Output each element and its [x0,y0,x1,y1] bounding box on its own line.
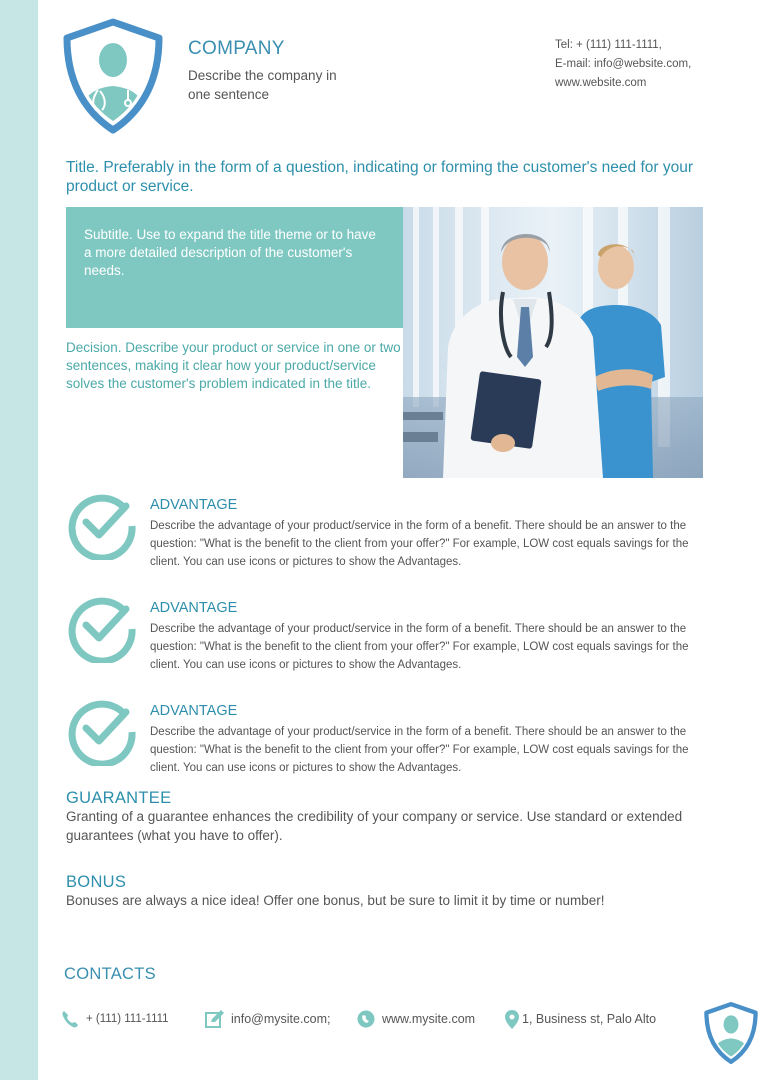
advantage-text: Describe the advantage of your product/service in the form of a benefit. There should be an answer to the question: "What is the benefit to the client from your offer?" For example, LOW cost equals savings for the client. You can use icons or pictures to show the Advantages. [150,726,689,774]
advantage-item-3 [66,694,716,780]
edit-icon [205,1009,225,1029]
header-tel: Tel: + (111) 111-1111, [555,39,662,51]
advantage-text: Describe the advantage of your product/service in the form of a benefit. There should be an answer to the question: "What is the benefit to the client from your offer?" For example, LOW cost equals savings for the client. You can use icons or pictures to show the Advantages. [150,520,689,568]
bonus-title: BONUS [66,873,127,891]
phone-icon [60,1009,80,1029]
globe-icon [356,1009,376,1029]
company-name: COMPANY [188,38,285,59]
advantage-title: ADVANTAGE [150,497,238,513]
header-website: www.website.com [555,77,647,89]
advantage-text: Describe the advantage of your product/service in the form of a benefit. There should be an answer to the question: "What is the benefit to the client from your offer?" For example, LOW cost equals savings for the client. You can use icons or pictures to show the Advantages. [150,623,689,671]
doctors-photo [403,207,703,478]
subtitle-box [66,207,403,328]
contact-website-text[interactable]: www.mysite.com [382,1012,476,1026]
contact-address [504,1009,656,1029]
advantage-item-1 [66,488,716,574]
checkmark-circle-icon [66,591,138,663]
contact-email-text[interactable]: info@mysite.com; [231,1012,331,1026]
decision-text: Decision. Describe your product or service in one or two sentences, making it clear how your product/service solves the customer's problem indicated in the title. [66,340,401,392]
contact-phone-text: + (111) 111-1111 [86,1013,169,1025]
checkmark-circle-icon [66,488,138,560]
side-accent-bar [0,0,38,1080]
advantage-item-2 [66,591,716,677]
contact-email [205,1009,331,1029]
checkmark-circle-icon [66,694,138,766]
advantage-title: ADVANTAGE [150,600,238,616]
location-pin-icon [504,1009,520,1029]
contact-website [356,1009,475,1029]
guarantee-title: GUARANTEE [66,789,172,807]
footer-logo-shield-icon [703,1002,759,1064]
header-contact-block [555,36,691,93]
contact-address-text: 1, Business st, Palo Alto [522,1012,657,1026]
contacts-title: CONTACTS [64,965,156,983]
header-email: E-mail: info@website.com, [555,58,692,70]
bonus-text: Bonuses are always a nice idea! Offer one bonus, but be sure to limit it by time or number! [66,893,605,908]
company-logo-shield-icon [62,18,164,134]
company-description: Describe the company in one sentence [188,68,337,102]
subtitle-text: Subtitle. Use to expand the title theme or to have a more detailed description of the customer's needs. [84,227,376,278]
page-title: Title. Preferably in the form of a question, indicating or forming the customer's need for your product or service. [66,159,693,195]
contact-phone [60,1009,169,1029]
advantage-title: ADVANTAGE [150,703,238,719]
guarantee-text: Granting of a guarantee enhances the credibility of your company or service. Use standard or extended guarantees (what you have to offer). [66,809,683,843]
